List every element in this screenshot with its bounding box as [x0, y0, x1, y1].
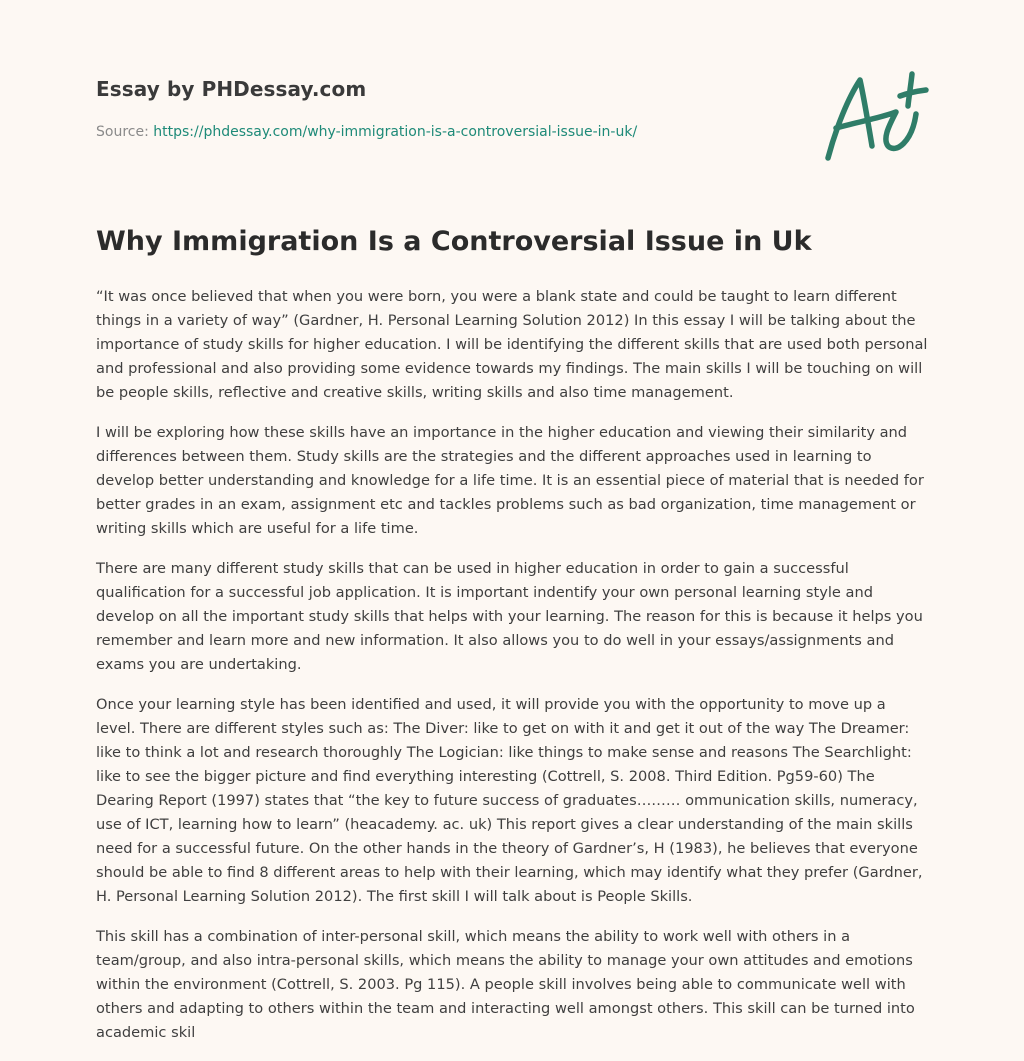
essay-paragraph: There are many different study skills that can be used in higher education in order to gain a successful qualification for a successful job application. It is important indentify your own personal learning style and develop on all the important study skills that helps with your learning. The reason for this is because it helps you remember and learn more and new information. It also allows you to do well in your essays/assignments and exams you are undertaking. — [96, 560, 923, 673]
essay-paragraph: I will be exploring how these skills have an importance in the higher education and viewing their similarity and differences between them. Study skills are the strategies and the different approaches used in learning to develop better understanding and knowledge for a life time. It is an essential piece of material that is needed for better grades in an exam, assignment etc and tackles problems such as bad organization, time management or writing skills which are useful for a life time. — [96, 424, 924, 537]
source-label: Source: — [96, 124, 154, 140]
site-header-title: Essay by PHDessay.com — [96, 77, 367, 101]
source-line — [96, 124, 637, 140]
a-plus-grade-logo-icon — [818, 66, 930, 166]
essay-paragraph: This skill has a combination of inter-personal skill, which means the ability to work well with others in a team/group, and also intra-personal skills, which means the ability to manage your own attitudes and emotions within the environment (Cottrell, S. 2003. Pg 115). A people skill involves being able to communicate well with others and adapting to others within the team and interacting well amongst others. This skill can be turned into academic skil — [96, 928, 915, 1041]
essay-title: Why Immigration Is a Controversial Issue in Uk — [96, 226, 812, 257]
source-link[interactable]: https://phdessay.com/why-immigration-is-a-controversial-issue-in-uk/ — [153, 124, 638, 140]
essay-body — [96, 285, 928, 1061]
essay-paragraph: Once your learning style has been identified and used, it will provide you with the opportunity to move up a level. There are different styles such as: The Diver: like to get on with it and get it out of the way The Dreamer: like to think a lot and research thoroughly The Logician: like things to make sense and reasons The Searchlight: like to see the bigger picture and find everything interesting (Cottrell, S. 2008. Third Edition. Pg59-60) The Dearing Report (1997) states that “the key to future success of graduates……… ommunication skills, numeracy, use of ICT, learning how to learn” (heacademy. ac. uk) This report gives a clear understanding of the main skills need for a successful future. On the other hands in the theory of Gardner’s, H (1983), he believes that everyone should be able to find 8 different areas to help with their learning, which may identify what they prefer (Gardner, H. Personal Learning Solution 2012). The first skill I will talk about is People Skills. — [96, 696, 923, 905]
essay-paragraph: “It was once believed that when you were born, you were a blank state and could be taught to learn different things in a variety of way” (Gardner, H. Personal Learning Solution 2012) In this essay I will be talking about the importance of study skills for higher education. I will be identifying the different skills that are used both personal and professional and also providing some evidence towards my findings. The main skills I will be touching on will be people skills, reflective and creative skills, writing skills and also time management. — [96, 288, 928, 401]
